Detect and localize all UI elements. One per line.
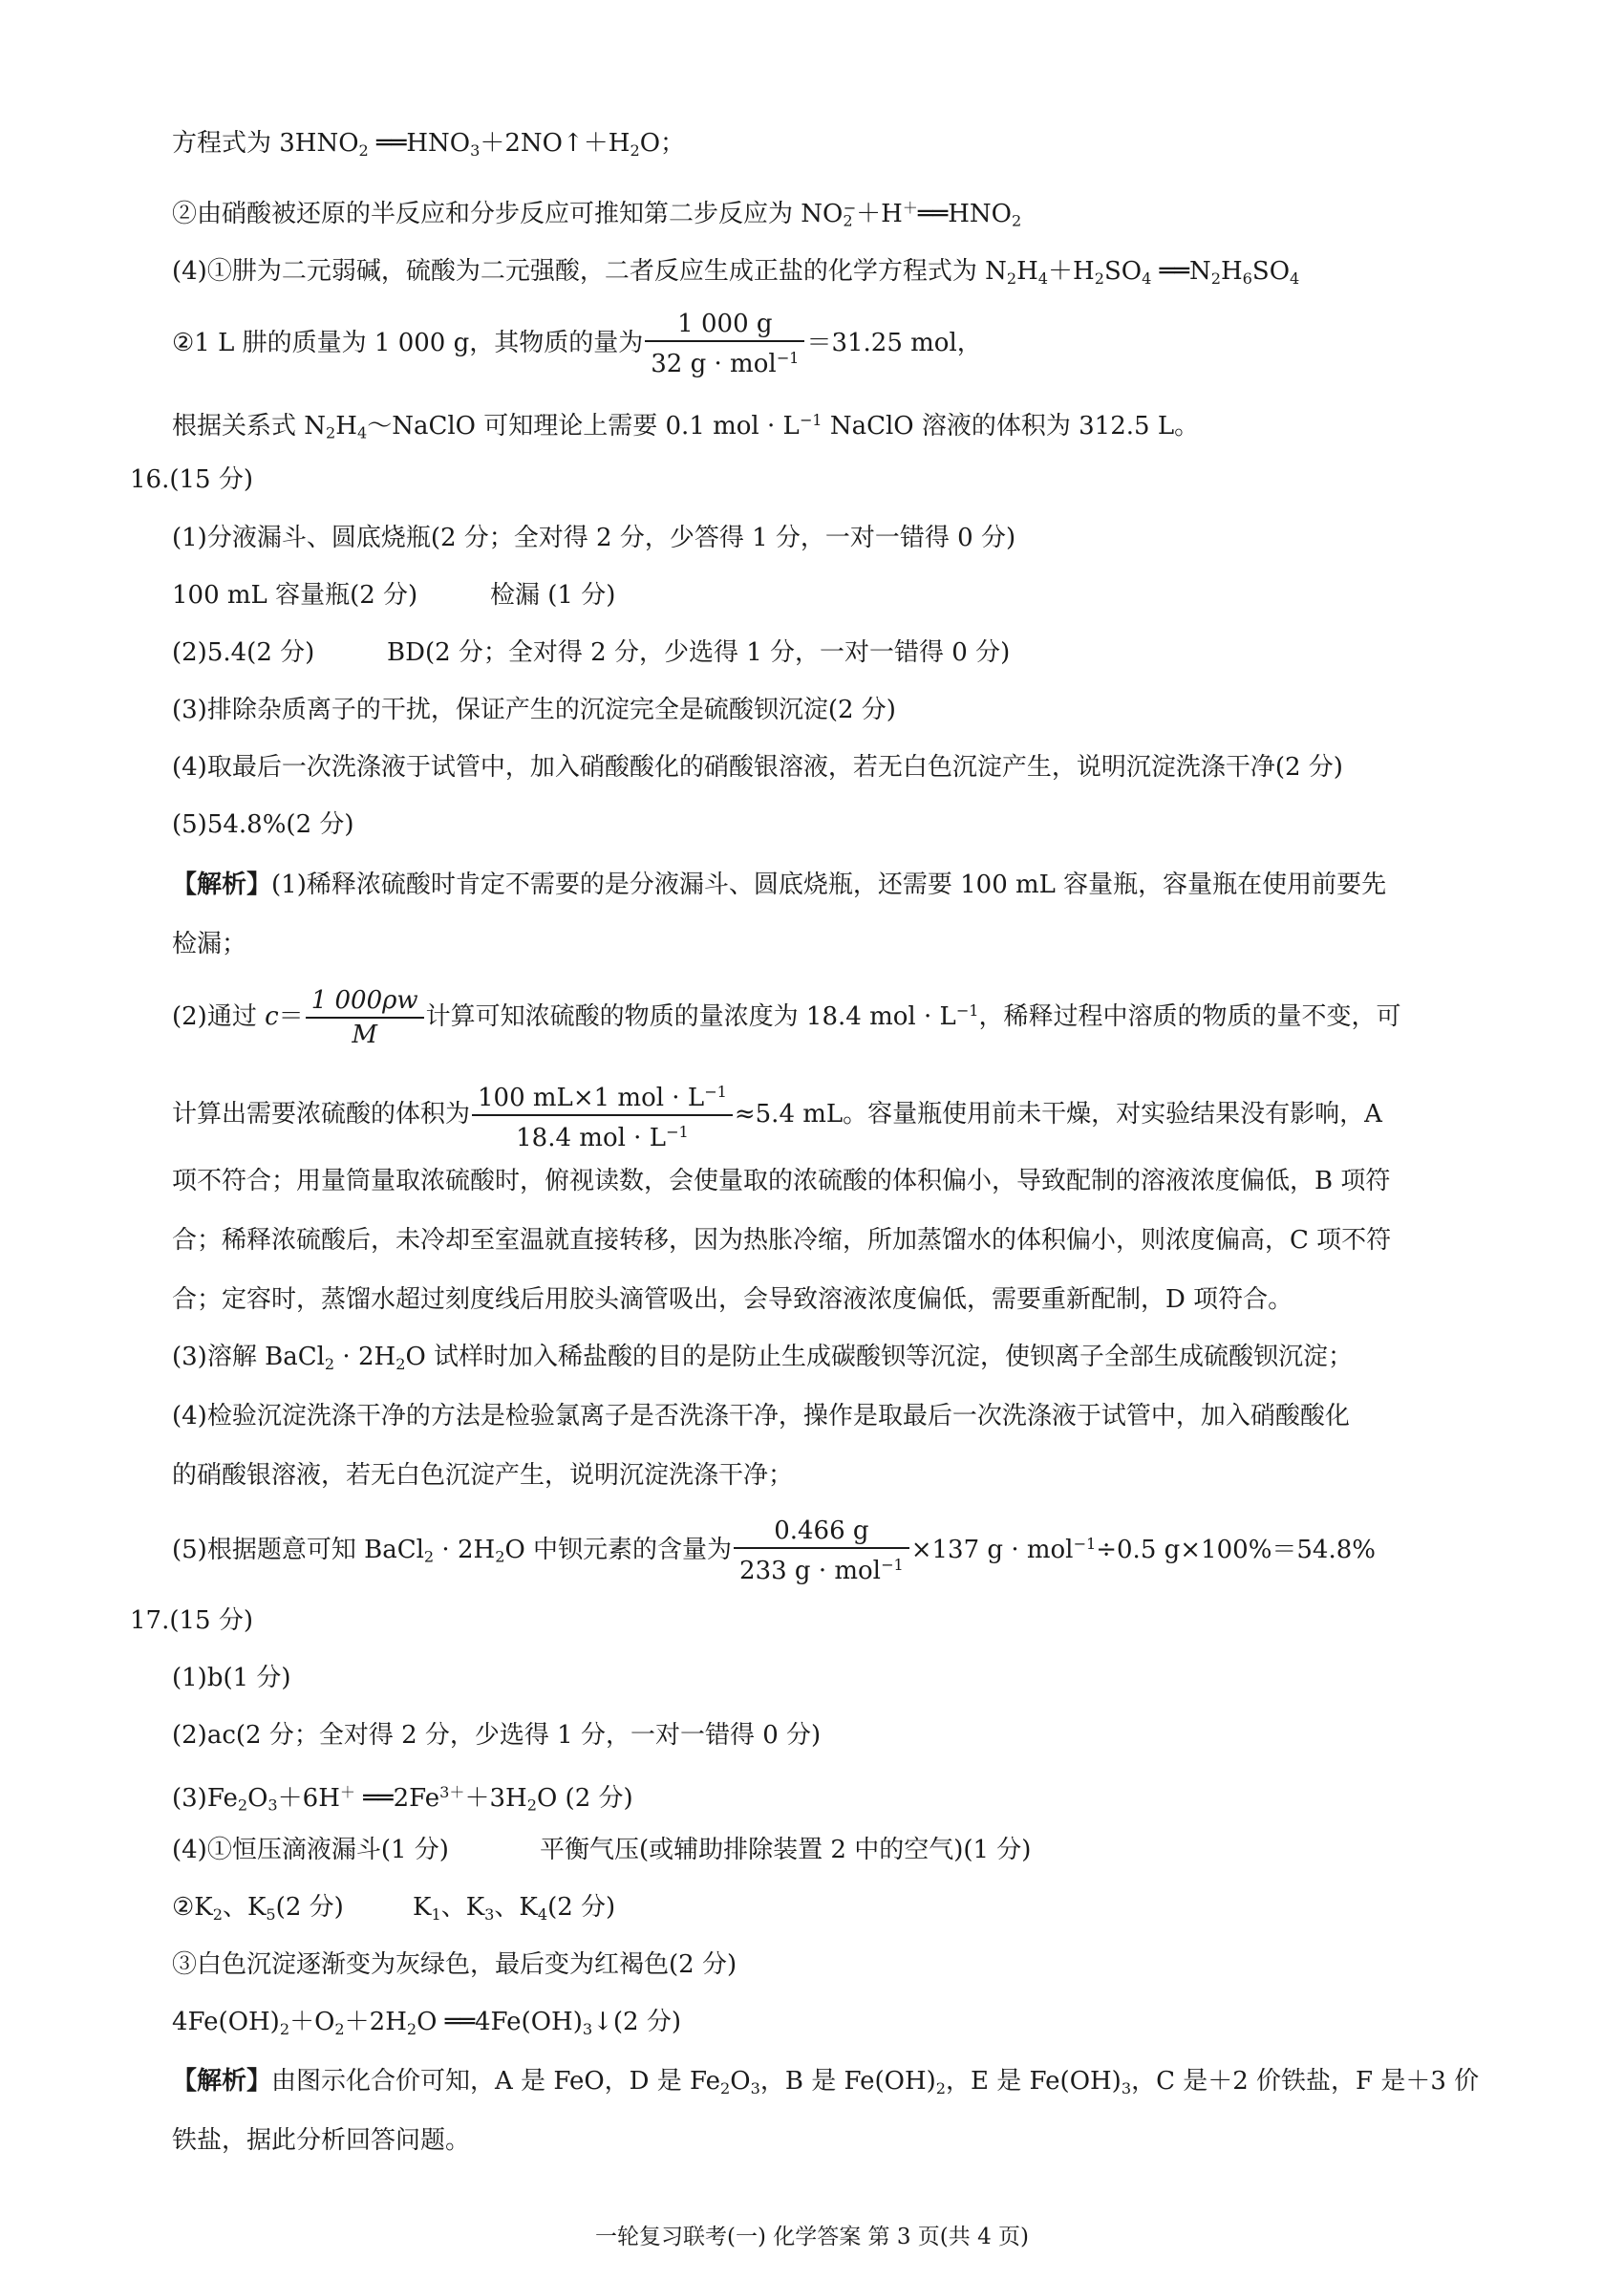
q16-answer-1c: 检漏 (1 分) xyxy=(490,581,616,610)
q15-equation-line: 方程式为 $3HNO_2$ $══HNO_3+2NO↑+H_2O$； xyxy=(172,129,686,160)
q17-analysis-2: 铁盐，据此分析回答问题。 xyxy=(172,2126,471,2155)
q16-analysis-10: (5)根据题意可知 BaCl$_2$ · $2H_2O$ 中钡元素的含量为 $\frac{0.466 g}{233 g \cdot mol^{-1}}$ ×137 g · mol$^{-1}$÷0.5 g×100%＝54.8% xyxy=(172,1516,1376,1585)
page-footer: 一轮复习联考(一) 化学答案 第 3 页(共 4 页) xyxy=(594,2225,1030,2249)
q16-analysis-8: (4)检验沉淀洗涤干净的方法是检验氯离子是否洗涤干净，操作是取最后一次洗涤液于试管中，加入硝酸酸化 xyxy=(172,1402,1350,1430)
q16-analysis-1b: 检漏； xyxy=(172,930,247,958)
fraction: $\frac{0.466 g}{233 g \cdot mol^{-1}}$ xyxy=(734,1515,909,1587)
q16-analysis-2: (2)通过 c＝ $\frac{1 000\rho w}{M}$ 计算可知浓硫酸的物质的量浓度为 18.4 mol · $L^{-1}$，稀释过程中溶质的物质的量不变，可 xyxy=(172,985,1401,1049)
q17-answer-4: (4)①恒压滴液漏斗(1 分) xyxy=(172,1836,449,1864)
q17-answer-2: (2)ac(2 分；全对得 2 分，少选得 1 分，一对一错得 0 分) xyxy=(172,1721,822,1750)
q15-second-step-line: ②由硝酸被还原的半反应和分步反应可推知第二步反应为 $NO_2^-+H^+══HNO_2$ xyxy=(172,199,1022,230)
q16-answer-2: (2)5.4(2 分) xyxy=(172,638,315,667)
q17-answer-3: $(3)Fe_2O_3+6H^+$ $══2Fe^{3+}+3H_2O$ (2 分) xyxy=(172,1783,633,1815)
q16-answer-5: (5)54.8%(2 分) xyxy=(172,810,354,839)
q17-answer-5: $②K_2$、$K_5(2$ 分) xyxy=(172,1893,344,1924)
q16-answer-1: (1)分液漏斗、圆底烧瓶(2 分；全对得 2 分，少答得 1 分，一对一错得 0 分) xyxy=(172,524,1016,552)
q16-analysis-5: 合；稀释浓硫酸后，未冷却至室温就直接转移，因为热胀冷缩，所加蒸馏水的体积偏小，则浓度偏高，C 项不符 xyxy=(172,1226,1392,1255)
q16-answer-4: (4)取最后一次洗涤液于试管中，加入硝酸酸化的硝酸银溶液，若无白色沉淀产生，说明沉淀洗涤干净(2 分) xyxy=(172,753,1343,782)
q15-mass-line: ②1 L 肼的质量为 1 000 g，其物质的量为 $\frac{1 000 g}{32 g \cdot mol^{-1}}$ ＝31.25 mol， xyxy=(172,310,982,378)
fraction: $\frac{100 mL\times 1 mol \cdot L^{-1}}{18.4 mol \cdot L^{-1}}$ xyxy=(472,1076,733,1154)
analysis-tag: 【解析】 xyxy=(172,2067,272,2096)
analysis-tag: 【解析】 xyxy=(172,871,272,899)
fraction: $\frac{1 000\rho w}{M}$ xyxy=(306,984,424,1051)
q16-analysis-1: 【解析】(1)稀释浓硫酸时肯定不需要的是分液漏斗、圆底烧瓶，还需要 100 mL 容量瓶，容量瓶在使用前要先 xyxy=(172,871,1387,899)
q17-answer-1: (1)b(1 分) xyxy=(172,1664,291,1692)
q17-analysis-1: 【解析】由图示化合价可知，A 是 FeO，D 是 $Fe_2O_3$，B 是 $Fe(OH)_2$，E 是 $Fe(OH)_3$，C 是＋2 价铁盐，F 是＋3 价 xyxy=(172,2067,1480,2097)
q16-answer-2b: BD(2 分；全对得 2 分，少选得 1 分，一对一错得 0 分) xyxy=(387,638,1011,667)
q16-answer-3: (3)排除杂质离子的干扰，保证产生的沉淀完全是硫酸钡沉淀(2 分) xyxy=(172,696,896,724)
fraction: $\frac{1 000 g}{32 g \cdot mol^{-1}}$ xyxy=(645,308,804,380)
q16-analysis-3: 计算出需要浓硫酸的体积为 $\frac{100 mL\times 1 mol \cdot L^{-1}}{18.4 mol \cdot L^{-1}}$ ≈5.4 mL。容量瓶使用前未干燥，对实验结果没有影响，A xyxy=(172,1076,1382,1154)
q17-answer-6: ③白色沉淀逐渐变为灰绿色，最后变为红褐色(2 分) xyxy=(172,1950,737,1979)
q17-answer-4b: 平衡气压(或辅助排除装置 2 中的空气)(1 分) xyxy=(540,1836,1032,1864)
q15-hydrazine-equation-line: (4)①肼为二元弱碱，硫酸为二元强酸，二者反应生成正盐的化学方程式为 $N_2H_4+H_2SO_4$ $══N_2H_6SO_4$ xyxy=(172,257,1300,288)
q17-answer-5b: $K_1$、$K_3$、$K_4(2$ 分) xyxy=(413,1893,616,1924)
q17-answer-7: $4Fe(OH)_2+O_2+2H_2O$ $══4Fe(OH)_3↓(2$ 分) xyxy=(172,2008,681,2038)
q17-header: 17.(15 分) xyxy=(130,1606,253,1635)
q16-analysis-4: 项不符合；用量筒量取浓硫酸时，俯视读数，会使量取的浓硫酸的体积偏小，导致配制的溶液浓度偏低，B 项符 xyxy=(172,1167,1391,1195)
q15-relation-line: 根据关系式 $N_2H_4\sim NaClO$ 可知理论上需要 0.1 mol · $L^{-1}$ NaClO 溶液的体积为 312.5 L。 xyxy=(172,411,1200,442)
q16-analysis-7: (3)溶解 BaCl$_2$ · $2H_2O$ 试样时加入稀盐酸的目的是防止生成碳酸钡等沉淀，使钡离子全部生成硫酸钡沉淀； xyxy=(172,1343,1354,1373)
q16-header: 16.(15 分) xyxy=(130,465,253,494)
q16-answer-1b: 100 mL 容量瓶(2 分) xyxy=(172,581,418,610)
q16-analysis-6: 合；定容时，蒸馏水超过刻度线后用胶头滴管吸出，会导致溶液浓度偏低，需要重新配制，D 项符合。 xyxy=(172,1285,1293,1314)
q16-analysis-9: 的硝酸银溶液，若无白色沉淀产生，说明沉淀洗涤干净； xyxy=(172,1461,794,1490)
